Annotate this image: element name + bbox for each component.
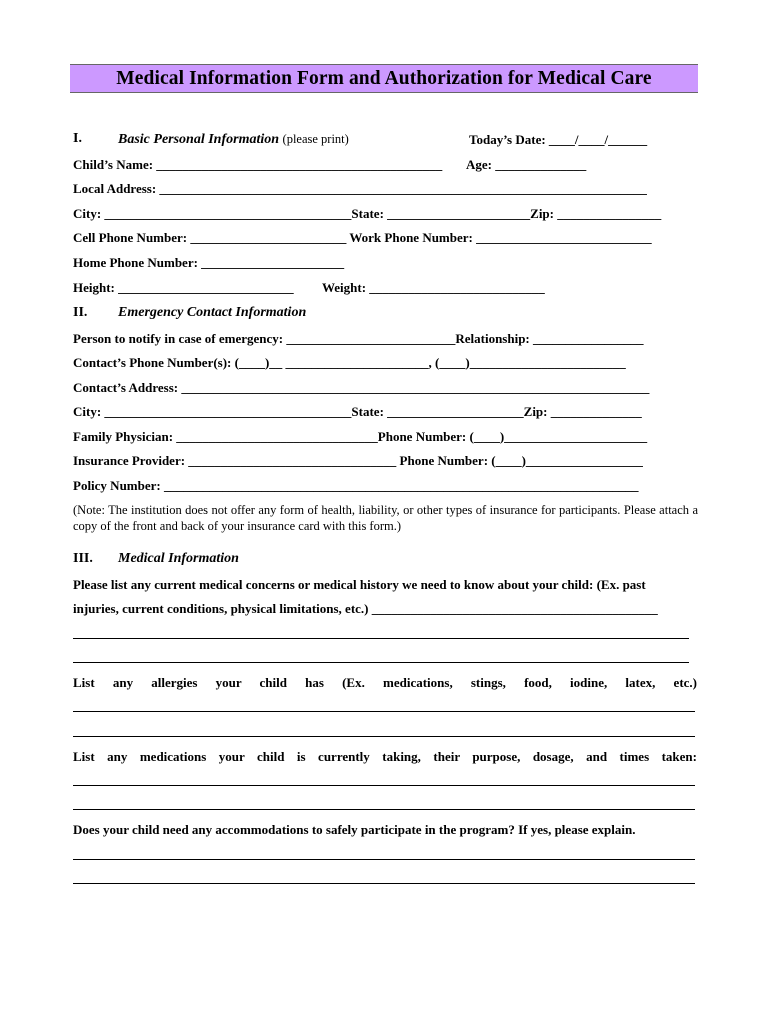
section-1-title: Basic Personal Information — [118, 132, 280, 147]
section-1-number: I. — [73, 131, 82, 146]
childs-name-field[interactable]: Child’s Name: ____________________________________________ — [73, 157, 443, 172]
contact-city-state-zip-field[interactable]: City: ______________________________________State: _____________________Zip: ______________ — [73, 404, 642, 419]
allergies-line-1[interactable] — [73, 711, 695, 712]
local-address-field[interactable]: Local Address: ___________________________________________________________________________ — [73, 181, 647, 196]
medications-question: List any medications your child is currently taking, their purpose, dosage, and times taken: — [73, 749, 697, 764]
contact-address-field[interactable]: Contact’s Address: ________________________________________________________________________ — [73, 380, 650, 395]
medications-line-1[interactable] — [73, 785, 695, 786]
medications-line-2[interactable] — [73, 809, 695, 810]
medical-concerns-question: Please list any current medical concerns or medical history we need to know about your child: (Ex. past — [73, 577, 646, 592]
medical-concerns-line-2[interactable] — [73, 662, 689, 663]
medical-concerns-question-cont[interactable]: injuries, current conditions, physical limitations, etc.) ____________________________________________ — [73, 601, 658, 616]
family-physician-field[interactable]: Family Physician: _______________________________Phone Number: (____)______________________ — [73, 429, 648, 444]
form-title: Medical Information Form and Authorization for Medical Care — [116, 67, 652, 89]
age-field[interactable]: Age: ______________ — [466, 157, 587, 172]
height-field[interactable]: Height: ___________________________ — [73, 280, 294, 295]
allergies-question: List any allergies your child has (Ex. medications, stings, food, iodine, latex, etc.) — [73, 675, 697, 690]
section-3-title: Medical Information — [118, 551, 239, 566]
form-title-bar — [70, 64, 698, 93]
section-1-heading — [118, 131, 349, 148]
insurance-provider-field[interactable]: Insurance Provider: ________________________________ Phone Number: (____)__________________ — [73, 453, 643, 468]
section-2-title: Emergency Contact Information — [118, 305, 307, 320]
contact-phone-field[interactable]: Contact’s Phone Number(s): (____)__ ______________________, (____)________________________ — [73, 355, 626, 370]
medical-concerns-line-1[interactable] — [73, 638, 689, 639]
weight-field[interactable]: Weight: ___________________________ — [322, 280, 545, 295]
section-2-number: II. — [73, 305, 88, 320]
allergies-line-2[interactable] — [73, 736, 695, 737]
accommodations-line-1[interactable] — [73, 859, 695, 860]
city-state-zip-field[interactable]: City: ______________________________________State: ______________________Zip: ________________ — [73, 206, 662, 221]
phone-numbers-field[interactable]: Cell Phone Number: ________________________ Work Phone Number: ___________________________ — [73, 230, 652, 245]
todays-date-field[interactable]: Today’s Date: ____/____/______ — [469, 132, 648, 147]
accommodations-line-2[interactable] — [73, 883, 695, 884]
insurance-note: (Note: The institution does not offer any form of health, liability, or other types of insurance for participants. Please attach a copy of the front and back of your insurance card with this form.) — [73, 503, 698, 533]
section-3-number: III. — [73, 551, 93, 566]
print-note: (please print) — [282, 132, 349, 146]
accommodations-question: Does your child need any accommodations to safely participate in the program? If yes, please explain. — [73, 822, 636, 837]
policy-number-field[interactable]: Policy Number: _________________________________________________________________________ — [73, 478, 639, 493]
emergency-contact-field[interactable]: Person to notify in case of emergency: __________________________Relationship: _________________ — [73, 331, 644, 346]
home-phone-field[interactable]: Home Phone Number: ______________________ — [73, 255, 345, 270]
